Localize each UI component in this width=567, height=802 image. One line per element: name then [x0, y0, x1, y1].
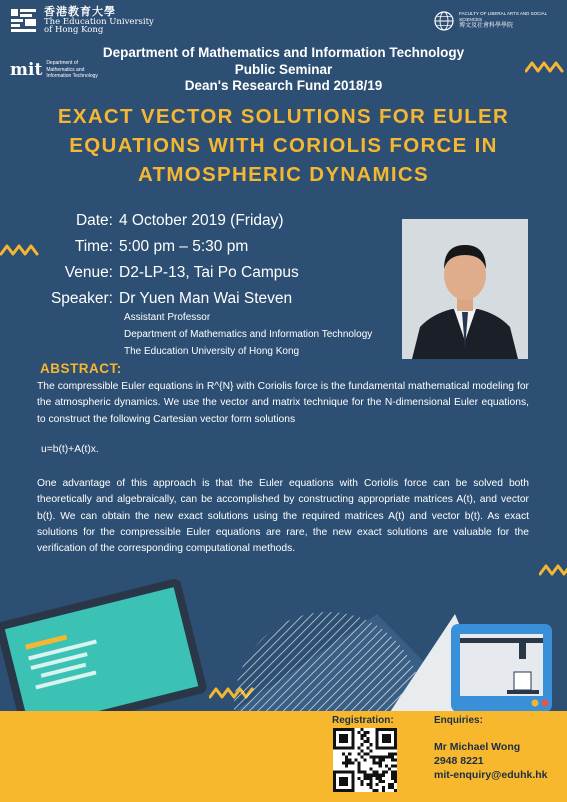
speaker-affiliation	[124, 309, 372, 360]
speaker-university: The Education University of Hong Kong	[124, 346, 300, 357]
mit-logo-line-2: Mathematics and	[46, 66, 85, 73]
mit-logo-line-3: Information Technology	[46, 73, 98, 80]
time-label: Time:	[74, 238, 113, 255]
mit-logo	[10, 60, 98, 80]
seminar-title	[20, 102, 547, 189]
abstract-formula: u=b(t)+A(t)x.	[41, 443, 99, 455]
date-row	[0, 208, 400, 234]
event-info	[0, 208, 400, 312]
date-label: Date:	[75, 212, 113, 229]
faculty-name-en: FACULTY OF LIBERAL ARTS AND SOCIAL SCIENCES	[459, 11, 547, 23]
eduhk-name-zh: 香港教育大學	[44, 5, 116, 18]
zigzag-decoration-icon	[525, 60, 565, 74]
3d-printer-icon	[451, 624, 552, 712]
speaker-name: Dr Yuen Man Wai Steven	[119, 290, 293, 307]
speaker-portrait-icon	[402, 219, 528, 359]
tablet-device-icon	[0, 578, 208, 712]
speaker-label: Speaker:	[50, 290, 113, 307]
speaker-photo	[402, 219, 528, 359]
mit-logo-mark: mit	[10, 60, 43, 80]
eduhk-logo-mark-icon	[10, 7, 38, 35]
time-value: 5:00 pm – 5:30 pm	[119, 238, 249, 255]
title-line-2: EQUATIONS WITH CORIOLIS FORCE IN	[69, 134, 498, 157]
contact-email[interactable]: mit-enquiry@eduhk.hk	[434, 769, 548, 781]
striped-circle-icon	[234, 612, 422, 712]
faculty-name-zh: 博文及社會科學學院	[459, 22, 514, 29]
department-name: Department of Mathematics and Information Technology	[102, 45, 465, 60]
abstract-body	[37, 379, 529, 558]
contact-name: Mr Michael Wong	[434, 741, 521, 753]
fund-name: Dean's Research Fund 2018/19	[184, 78, 383, 93]
venue-row	[0, 260, 400, 286]
speaker-title: Assistant Professor	[124, 312, 211, 323]
eduhk-logo	[10, 6, 154, 35]
mit-logo-line-1: Department of	[46, 60, 78, 67]
date-value: 4 October 2019 (Friday)	[119, 212, 284, 229]
faculty-logo	[433, 10, 557, 32]
title-line-3: ATMOSPHERIC DYNAMICS	[138, 163, 429, 186]
zigzag-decoration-icon	[539, 563, 567, 577]
contact-phone[interactable]: 2948 8221	[434, 755, 484, 767]
venue-value: D2-LP-13, Tai Po Campus	[119, 264, 299, 281]
faculty-globe-icon	[433, 10, 455, 32]
time-row	[0, 234, 400, 260]
decorative-illustration	[0, 578, 567, 712]
registration-qr-code-icon[interactable]	[333, 728, 397, 792]
title-line-1: EXACT VECTOR SOLUTIONS FOR EULER	[57, 105, 510, 128]
event-type: Public Seminar	[234, 61, 333, 77]
abstract-heading: ABSTRACT:	[40, 361, 122, 376]
speaker-department: Department of Mathematics and Information Technology	[124, 329, 373, 340]
eduhk-name-en-line2: of Hong Kong	[44, 25, 104, 36]
venue-label: Venue:	[64, 264, 113, 281]
enquiries-label: Enquiries:	[434, 715, 483, 726]
contact-details	[434, 740, 548, 782]
abstract-paragraph-2: One advantage of this approach is that the Euler equations with Coriolis force can be solved both theoretically and algebraically, can be accomplished by constructing appropriate matrices A(t), and vector b(t). We can obtain the new exact solutions using the required matrices A(t) and vector b(t). As exact solutions for the compressible Euler equations are rare, the new exact solutions are valuable for the verification of the corresponding computational methods.	[37, 478, 529, 555]
registration-label: Registration:	[332, 715, 394, 726]
eduhk-name-en-line1: The Education University	[44, 16, 154, 27]
abstract-paragraph-1: The compressible Euler equations in R^{N} with Coriolis force is the fundamental mathematical modeling for the atmospheric dynamics. We use the vector and matrix technique for the N-dimensional Euler equations, to construct the following Cartesian vector form solutions	[37, 381, 529, 425]
